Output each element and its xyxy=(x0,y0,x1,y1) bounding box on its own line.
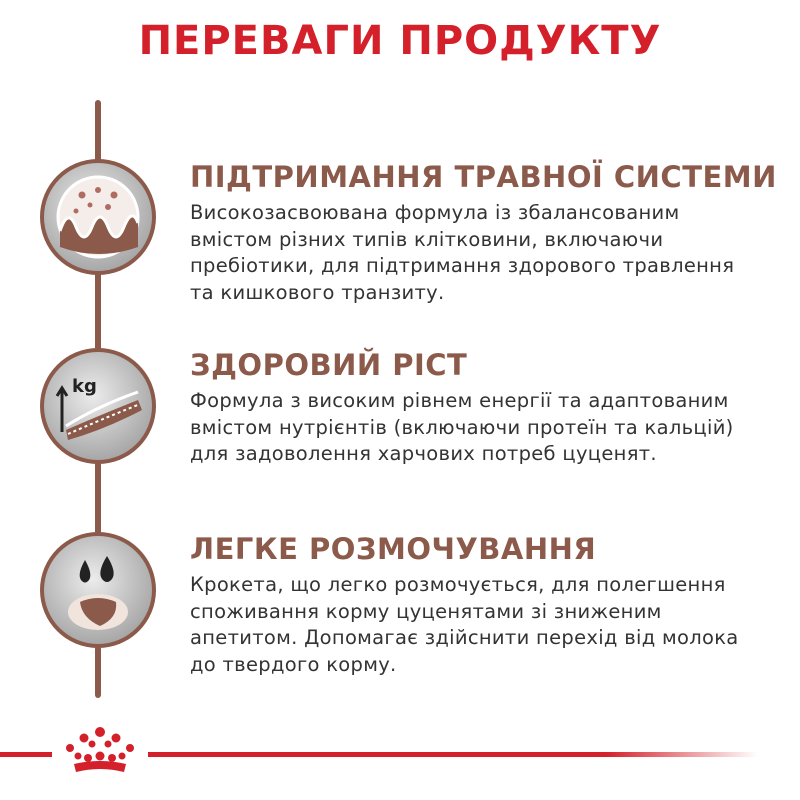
benefit-line: до твердого корму. xyxy=(190,652,397,676)
benefit-rehydration xyxy=(190,532,780,678)
benefit-line: Формула з високим рівнем енергії та адаптованим xyxy=(190,389,729,412)
benefit-line: та кишкового транзиту. xyxy=(190,280,445,304)
benefit-growth xyxy=(190,348,780,468)
benefit-line: Високозасвоювана формула із збалансованим xyxy=(190,201,680,224)
footer-line-left xyxy=(0,752,52,757)
rehydration-icon xyxy=(38,530,158,650)
benefit-line: споживання корму цуценятами зі зниженим xyxy=(190,599,662,623)
page-title: ПЕРЕВАГИ ПРОДУКТУ xyxy=(138,18,662,64)
benefit-description xyxy=(190,200,780,306)
benefit-digestive xyxy=(190,160,780,306)
benefit-heading: ЛЕГКЕ РОЗМОЧУВАННЯ xyxy=(190,532,597,566)
benefit-line: для задоволення харчових потреб цуценят. xyxy=(190,442,657,465)
benefit-line: вмістом різних типів клітковини, включаючи xyxy=(190,227,664,251)
digestive-icon xyxy=(38,157,158,277)
growth-kg-icon xyxy=(38,346,158,466)
benefit-line: пребіотики, для підтримання здорового травлення xyxy=(190,254,735,277)
benefit-line: апетитом. Допомагає здійснити перехід від молока xyxy=(190,626,739,649)
benefit-line: Крокета, що легко розмочується, для полегшення xyxy=(190,573,726,596)
benefit-description xyxy=(190,572,780,678)
crown-logo-icon xyxy=(58,724,142,780)
benefit-heading: ЗДОРОВИЙ РІСТ xyxy=(190,348,468,382)
footer-line-right xyxy=(148,752,758,757)
benefit-line: вмістом нутрієнтів (включаючи протеїн та кальцій) xyxy=(190,415,734,439)
kg-label: kg xyxy=(72,376,97,397)
benefit-description xyxy=(190,388,780,468)
benefit-heading: ПІДТРИМАННЯ ТРАВНОЇ СИСТЕМИ xyxy=(190,160,777,194)
